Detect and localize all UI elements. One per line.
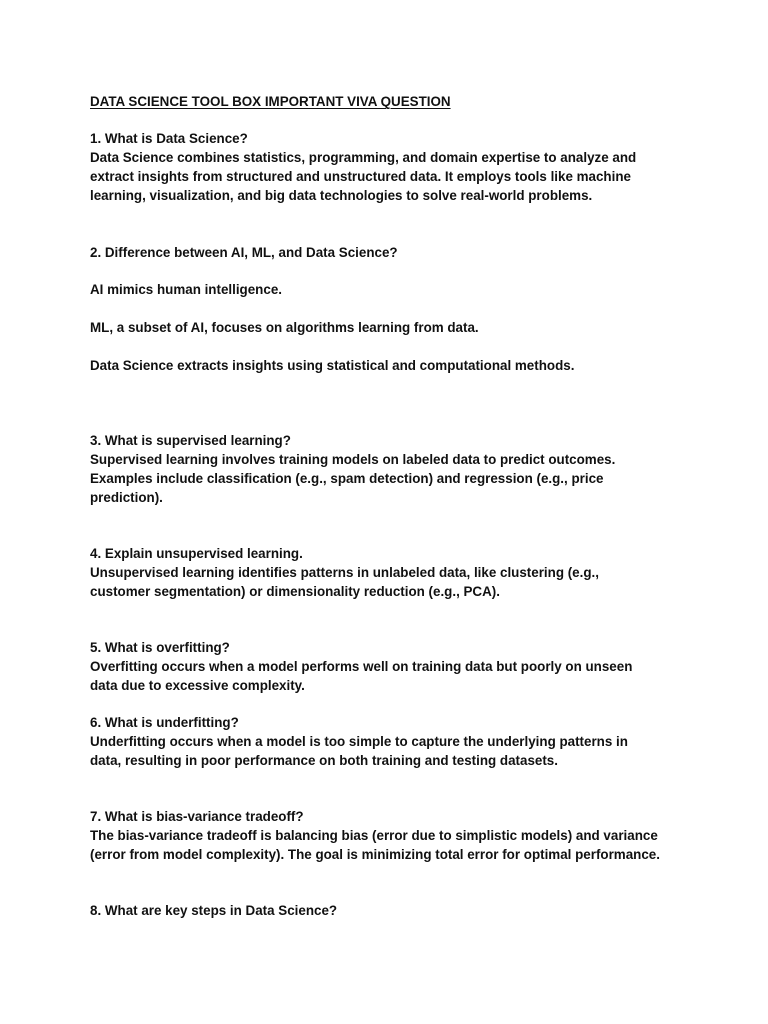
answer-4-line-1: Unsupervised learning identifies patterns in unlabeled data, like clustering (e.g.,	[90, 565, 599, 580]
answer-6-line-1: Underfitting occurs when a model is too simple to capture the underlying patterns in	[90, 734, 628, 749]
document-title: DATA SCIENCE TOOL BOX IMPORTANT VIVA QUESTION	[90, 94, 451, 109]
answer-3-line-1: Supervised learning involves training models on labeled data to predict outcomes.	[90, 452, 616, 467]
answer-7-line-2: (error from model complexity). The goal is minimizing total error for optimal performance.	[90, 847, 660, 862]
question-7: 7. What is bias-variance tradeoff?	[90, 809, 304, 824]
question-3: 3. What is supervised learning?	[90, 433, 291, 448]
answer-3-line-2: Examples include classification (e.g., spam detection) and regression (e.g., price	[90, 471, 604, 486]
answer-2-line-2: ML, a subset of AI, focuses on algorithms learning from data.	[90, 320, 479, 335]
answer-2-line-3: Data Science extracts insights using statistical and computational methods.	[90, 358, 575, 373]
answer-5-line-1: Overfitting occurs when a model performs well on training data but poorly on unseen	[90, 659, 633, 674]
question-6: 6. What is underfitting?	[90, 715, 239, 730]
question-5: 5. What is overfitting?	[90, 640, 230, 655]
answer-6-line-2: data, resulting in poor performance on both training and testing datasets.	[90, 753, 558, 768]
answer-5-line-2: data due to excessive complexity.	[90, 678, 305, 693]
answer-7-line-1: The bias-variance tradeoff is balancing bias (error due to simplistic models) and variance	[90, 828, 658, 843]
question-4: 4. Explain unsupervised learning.	[90, 546, 303, 561]
answer-1-line-3: learning, visualization, and big data technologies to solve real-world problems.	[90, 188, 593, 203]
answer-4-line-2: customer segmentation) or dimensionality reduction (e.g., PCA).	[90, 584, 500, 599]
answer-1-line-2: extract insights from structured and unstructured data. It employs tools like machine	[90, 169, 631, 184]
question-8: 8. What are key steps in Data Science?	[90, 903, 338, 918]
question-2: 2. Difference between AI, ML, and Data Science?	[90, 245, 398, 260]
answer-1-line-1: Data Science combines statistics, programming, and domain expertise to analyze and	[90, 150, 637, 165]
answer-2-line-1: AI mimics human intelligence.	[90, 282, 282, 297]
answer-3-line-3: prediction).	[90, 490, 163, 505]
question-1: 1. What is Data Science?	[90, 131, 248, 146]
